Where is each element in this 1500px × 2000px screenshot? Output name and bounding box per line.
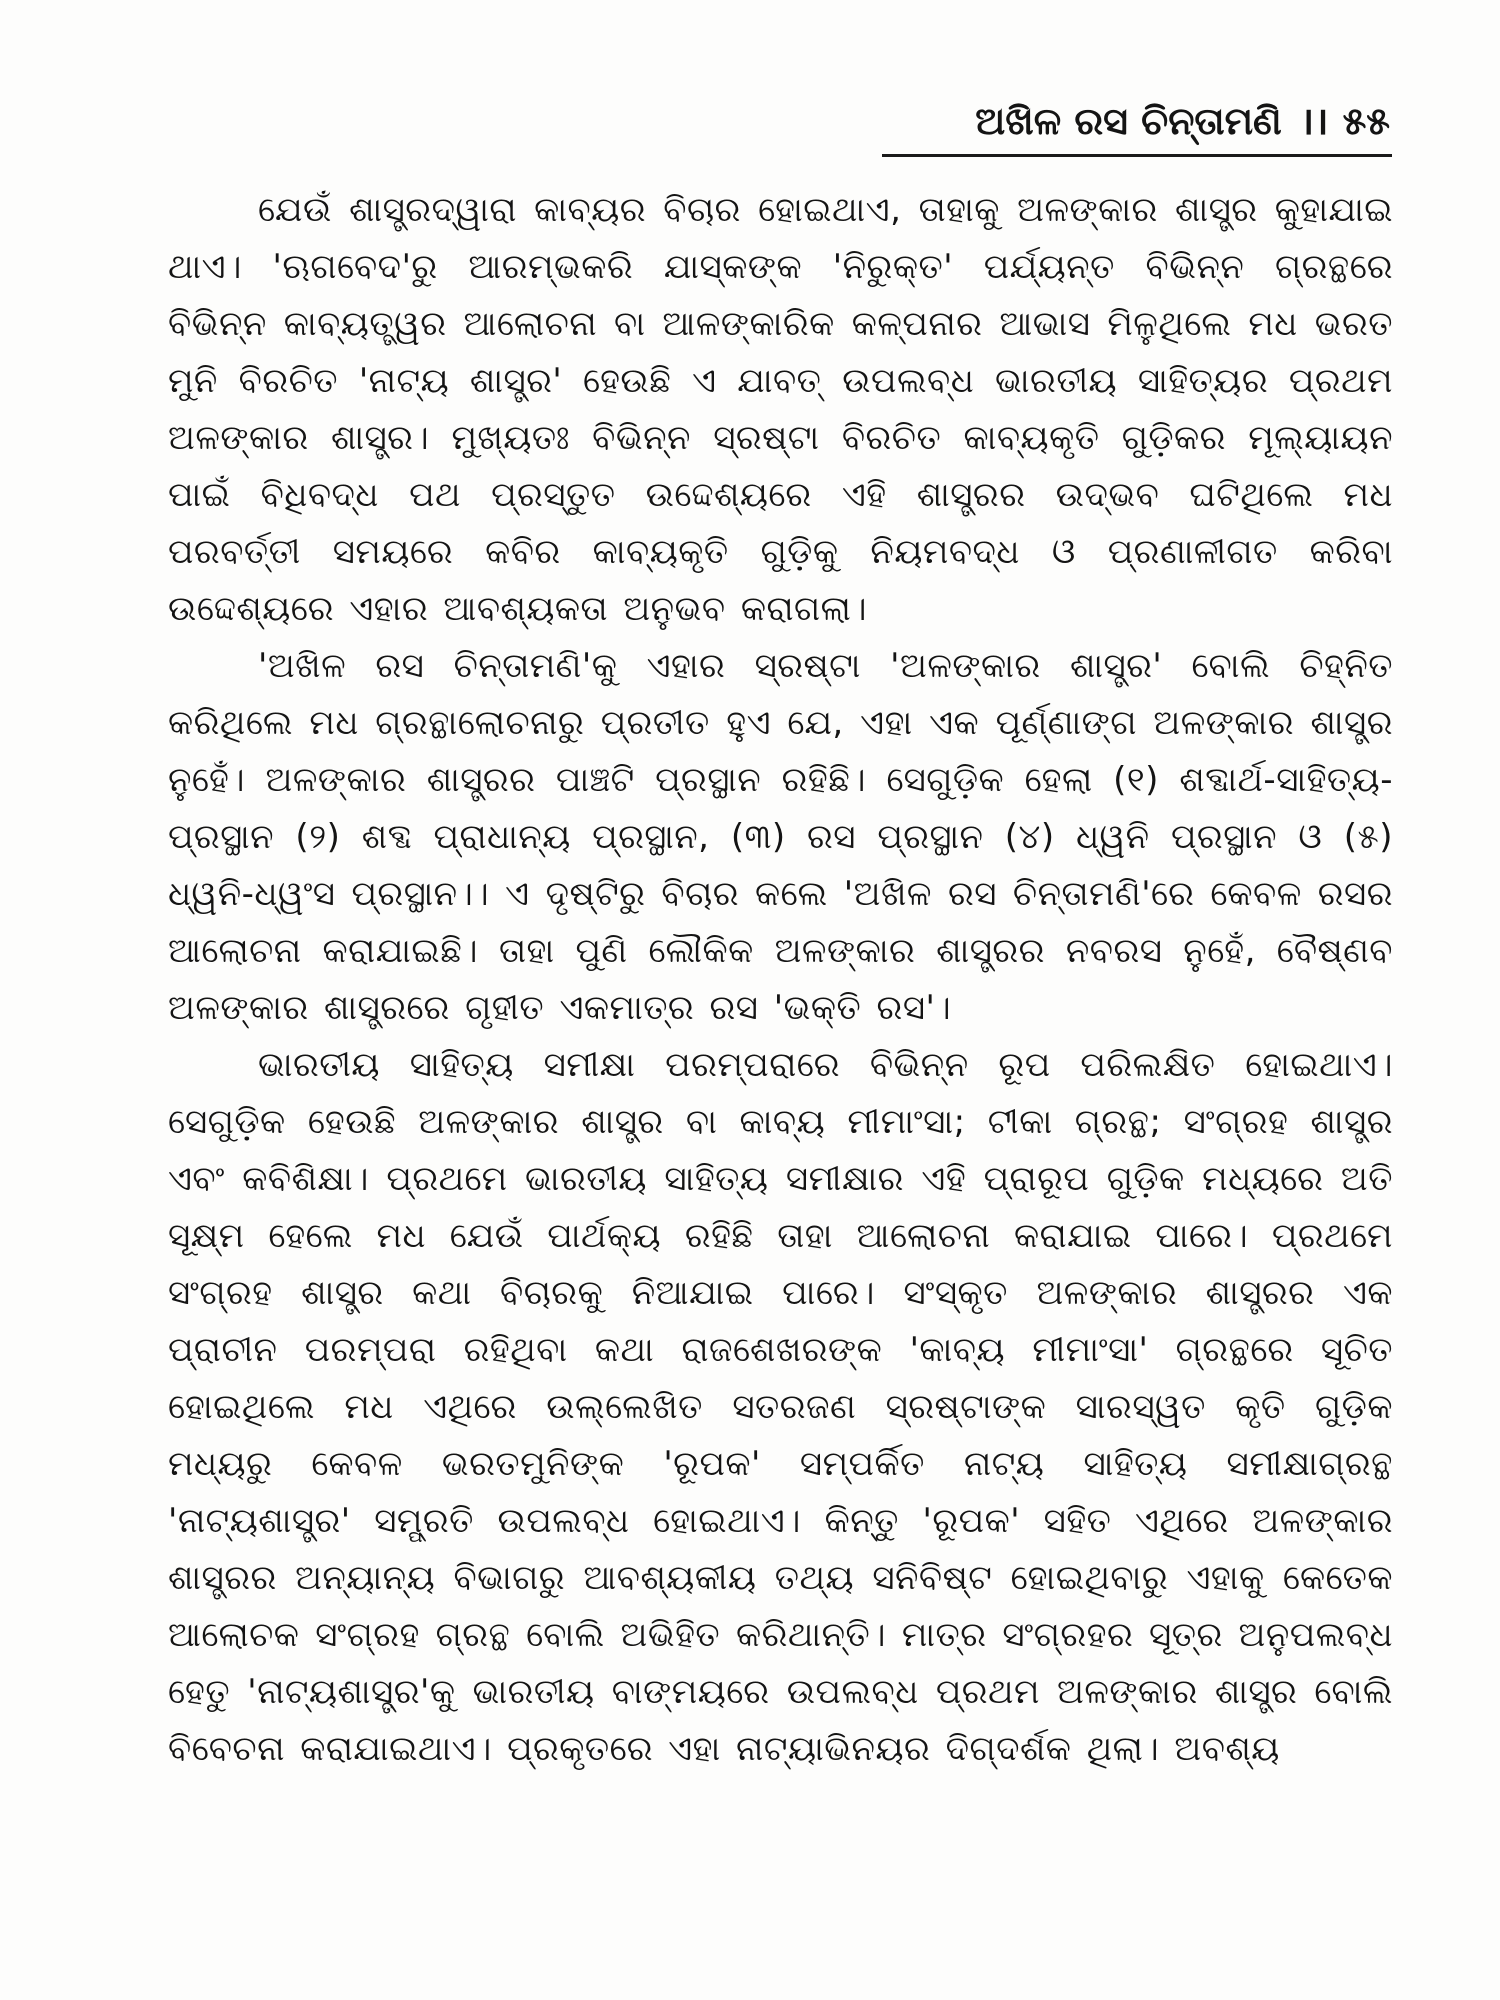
book-title: ଅଖିଳ ରସ ଚିନ୍ତାମଣି (975, 99, 1282, 143)
paragraph-2: 'ଅଖିଳ ରସ ଚିନ୍ତାମଣି'କୁ ଏହାର ସ୍ରଷ୍ଟା 'ଅଳଙ୍କାର ଶାସ୍ତ୍ର' ବୋଲି ଚିହ୍ନିତ କରିଥିଲେ ମଧ ଗ୍ରନ୍ଥାଲୋଚନାରୁ ପ୍ରତୀତ ହୁଏ ଯେ, ଏହା ଏକ ପୂର୍ଣ୍ଣାଙ୍ଗ ଅଳଙ୍କାର ଶାସ୍ତ୍ର ନୁହେଁ। ଅଳଙ୍କାର ଶାସ୍ତ୍ରର ପାଞ୍ଚଟି ପ୍ରସ୍ଥାନ ରହିଛି। ସେଗୁଡ଼ିକ ହେଲା (୧) ଶବ୍ଦାର୍ଥ-ସାହିତ୍ୟ-ପ୍ରସ୍ଥାନ (୨) ଶବ୍ଦ ପ୍ରାଧାନ୍ୟ ପ୍ରସ୍ଥାନ, (୩) ରସ ପ୍ରସ୍ଥାନ (୪) ଧ୍ୱନି ପ୍ରସ୍ଥାନ ଓ (୫) ଧ୍ୱନି-ଧ୍ୱଂସ ପ୍ରସ୍ଥାନ।। ଏ ଦୃଷ୍ଟିରୁ ବିଚାର କଲେ 'ଅଖିଳ ରସ ଚିନ୍ତାମଣି'ରେ କେବଳ ରସର ଆଲୋଚନା କରାଯାଇଛି। ତାହା ପୁଣି ଲୌକିକ ଅଳଙ୍କାର ଶାସ୍ତ୍ରର ନବରସ ନୁହେଁ, ବୈଷ୍ଣବ ଅଳଙ୍କାର ଶାସ୍ତ୍ରରେ ଗୃହୀତ ଏକମାତ୍ର ରସ 'ଭକ୍ତି ରସ'। (168, 646, 1393, 1028)
running-header (880, 96, 1390, 146)
paragraph-1: ଯେଉଁ ଶାସ୍ତ୍ରଦ୍ୱାରା କାବ୍ୟର ବିଚାର ହୋଇଥାଏ, ତାହାକୁ ଅଳଙ୍କାର ଶାସ୍ତ୍ର କୁହାଯାଇ ଥାଏ। 'ଋଗବେଦ'ରୁ ଆରମ୍ଭକରି ଯାସ୍କଙ୍କ 'ନିରୁକ୍ତ' ପର୍ଯ୍ୟନ୍ତ ବିଭିନ୍ନ ଗ୍ରନ୍ଥରେ ବିଭିନ୍ନ କାବ୍ୟତ୍ତ୍ୱର ଆଲୋଚନା ବା ଆଳଙ୍କାରିକ କଳ୍ପନାର ଆଭାସ ମିଳୁଥିଲେ ମଧ ଭରତ ମୁନି ବିରଚିତ 'ନାଟ୍ୟ ଶାସ୍ତ୍ର' ହେଉଛି ଏ ଯାବତ୍ ଉପଲବ୍ଧ ଭାରତୀୟ ସାହିତ୍ୟର ପ୍ରଥମ ଅଳଙ୍କାର ଶାସ୍ତ୍ର। ମୁଖ୍ୟତଃ ବିଭିନ୍ନ ସ୍ରଷ୍ଟା ବିରଚିତ କାବ୍ୟକୃତି ଗୁଡ଼ିକର ମୂଲ୍ୟାୟନ ପାଇଁ ବିଧିବଦ୍ଧ ପଥ ପ୍ରସ୍ତୁତ ଉଦ୍ଦେଶ୍ୟରେ ଏହି ଶାସ୍ତ୍ରର ଉଦ୍ଭବ ଘଟିଥିଲେ ମଧ ପରବର୍ତ୍ତୀ ସମୟରେ କବିର କାବ୍ୟକୃତି ଗୁଡ଼ିକୁ ନିୟମବଦ୍ଧ ଓ ପ୍ରଣାଳୀଗତ କରିବା ଉଦ୍ଦେଶ୍ୟରେ ଏହାର ଆବଶ୍ୟକତା ଅନୁଭବ କରାଗଲା। (168, 190, 1393, 629)
paragraph-3: ଭାରତୀୟ ସାହିତ୍ୟ ସମୀକ୍ଷା ପରମ୍ପରାରେ ବିଭିନ୍ନ ରୂପ ପରିଲକ୍ଷିତ ହୋଇଥାଏ। ସେଗୁଡ଼ିକ ହେଉଛି ଅଳଙ୍କାର ଶାସ୍ତ୍ର ବା କାବ୍ୟ ମୀମାଂସା; ଟୀକା ଗ୍ରନ୍ଥ; ସଂଗ୍ରହ ଶାସ୍ତ୍ର ଏବଂ କବିଶିକ୍ଷା। ପ୍ରଥମେ ଭାରତୀୟ ସାହିତ୍ୟ ସମୀକ୍ଷାର ଏହି ପ୍ରାରୂପ ଗୁଡ଼ିକ ମଧ୍ୟରେ ଅତି ସୂକ୍ଷ୍ମ ହେଲେ ମଧ ଯେଉଁ ପାର୍ଥକ୍ୟ ରହିଛି ତାହା ଆଲୋଚନା କରାଯାଇ ପାରେ। ପ୍ରଥମେ ସଂଗ୍ରହ ଶାସ୍ତ୍ର କଥା ବିଚାରକୁ ନିଆଯାଇ ପାରେ। ସଂସ୍କୃତ ଅଳଙ୍କାର ଶାସ୍ତ୍ରର ଏକ ପ୍ରାଚୀନ ପରମ୍ପରା ରହିଥିବା କଥା ରାଜଶେଖରଙ୍କ 'କାବ୍ୟ ମୀମାଂସା' ଗ୍ରନ୍ଥରେ ସୂଚିତ ହୋଇଥିଲେ ମଧ ଏଥିରେ ଉଲ୍ଲେଖିତ ସତରଜଣ ସ୍ରଷ୍ଟାଙ୍କ ସାରସ୍ୱତ କୃତି ଗୁଡ଼ିକ ମଧ୍ୟରୁ କେବଳ ଭରତମୁନିଙ୍କ 'ରୂପକ' ସମ୍ପର୍କିତ ନାଟ୍ୟ ସାହିତ୍ୟ ସମୀକ୍ଷାଗ୍ରନ୍ଥ 'ନାଟ୍ୟଶାସ୍ତ୍ର' ସମ୍ପ୍ରତି ଉପଲବ୍ଧ ହୋଇଥାଏ। କିନ୍ତୁ 'ରୂପକ' ସହିତ ଏଥିରେ ଅଳଙ୍କାର ଶାସ୍ତ୍ରର ଅନ୍ୟାନ୍ୟ ବିଭାଗରୁ ଆବଶ୍ୟକୀୟ ତଥ୍ୟ ସନିବିଷ୍ଟ ହୋଇଥିବାରୁ ଏହାକୁ କେତେକ ଆଲୋଚକ ସଂଗ୍ରହ ଗ୍ରନ୍ଥ ବୋଲି ଅଭିହିତ କରିଥାନ୍ତି। ମାତ୍ର ସଂଗ୍ରହର ସୂତ୍ର ଅନୁପଲବ୍ଧ ହେତୁ 'ନାଟ୍ୟଶାସ୍ତ୍ର'କୁ ଭାରତୀୟ ବାଙ୍ମୟରେ ଉପଲବ୍ଧ ପ୍ରଥମ ଅଳଙ୍କାର ଶାସ୍ତ୍ର ବୋଲି ବିବେଚନା କରାଯାଇଥାଏ। ପ୍ରକୃତରେ ଏହା ନାଟ୍ୟାଭିନୟର ଦିଗ୍‌ଦର୍ଶକ ଥିଲା। ଅବଶ୍ୟ (168, 1045, 1393, 1769)
header-rule (882, 154, 1392, 157)
header-separator: ।। (1299, 99, 1329, 143)
body-text (168, 182, 1393, 1778)
page-number: ୫୫ (1342, 99, 1390, 143)
